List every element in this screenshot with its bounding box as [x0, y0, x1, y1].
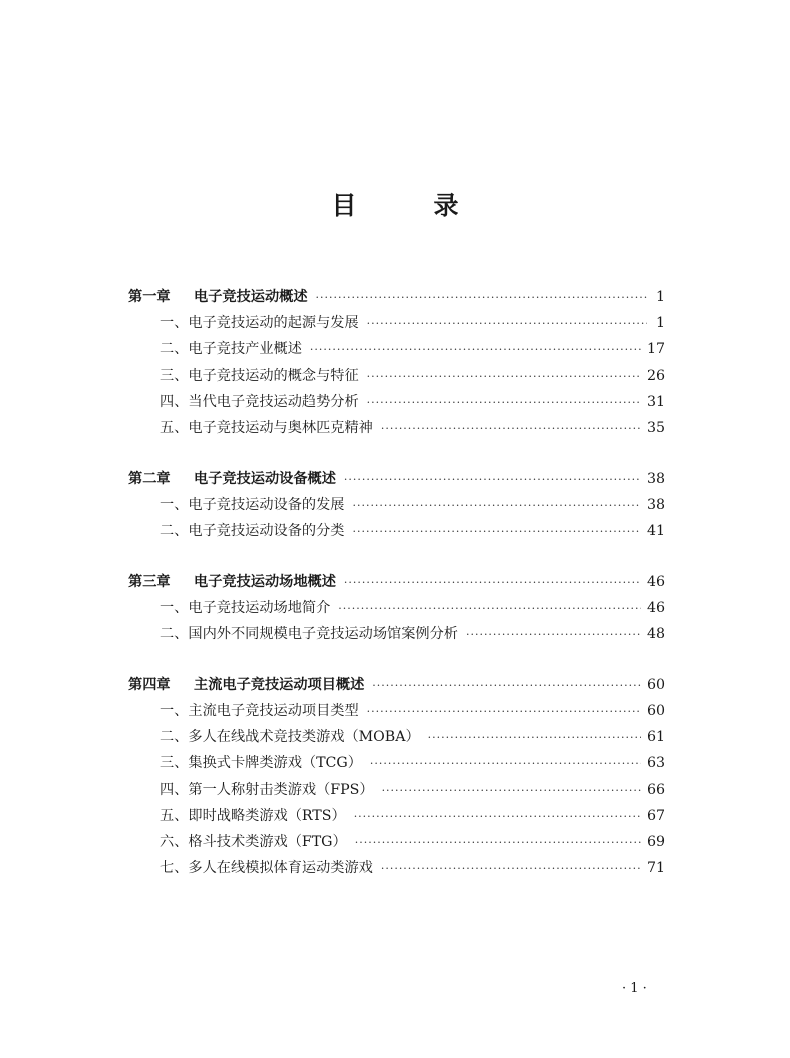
section-entry[interactable] — [128, 777, 665, 803]
chapter-3 — [128, 569, 665, 648]
page-number: 61 — [646, 729, 665, 746]
section-entry[interactable] — [128, 750, 665, 776]
leader-dots — [382, 778, 641, 804]
chapter-4 — [128, 672, 665, 882]
leader-dots — [316, 285, 647, 311]
leader-dots — [338, 596, 641, 622]
section-entry[interactable] — [128, 389, 665, 415]
leader-dots — [428, 725, 641, 751]
page-number: 46 — [646, 599, 665, 616]
chapter-number: 第四章 — [128, 676, 171, 693]
section-entry[interactable] — [128, 363, 665, 389]
section-title: 三、集换式卡牌类游戏（TCG） — [160, 755, 362, 772]
section-title: 一、电子竞技运动设备的发展 — [160, 496, 345, 513]
page-number: 48 — [646, 626, 665, 643]
page-number: 60 — [646, 676, 665, 693]
section-entry[interactable] — [128, 803, 665, 829]
page-number: 60 — [646, 702, 665, 719]
section-title: 六、格斗技术类游戏（FTG） — [160, 833, 347, 850]
leader-dots — [381, 856, 641, 882]
section-title: 二、国内外不同规模电子竞技运动场馆案例分析 — [160, 626, 458, 643]
page-number: 38 — [646, 496, 665, 513]
page-number: 35 — [646, 419, 665, 436]
section-title: 五、电子竞技运动与奥林匹克精神 — [160, 419, 373, 436]
chapter-heading[interactable] — [128, 672, 665, 698]
section-entry[interactable] — [128, 336, 665, 362]
section-title: 一、主流电子竞技运动项目类型 — [160, 702, 359, 719]
leader-dots — [370, 751, 641, 777]
page-number: 41 — [646, 523, 665, 539]
page-number: 31 — [646, 393, 665, 410]
page-footer-number: · 1 · — [622, 981, 647, 996]
leader-dots — [367, 390, 641, 416]
section-entry[interactable] — [128, 621, 665, 647]
section-entry[interactable] — [128, 492, 665, 518]
chapter-title: 电子竞技运动概述 — [194, 289, 308, 305]
page-number: 63 — [646, 755, 665, 772]
leader-dots — [367, 311, 647, 337]
leader-dots — [310, 337, 641, 363]
chapter-number: 第二章 — [128, 470, 171, 487]
section-entry[interactable] — [128, 518, 665, 544]
chapter-2 — [128, 466, 665, 545]
leader-dots — [352, 493, 640, 519]
section-title: 一、电子竞技运动的起源与发展 — [160, 315, 359, 332]
section-entry[interactable] — [128, 724, 665, 750]
table-of-contents — [128, 284, 665, 906]
page-number: 46 — [646, 573, 665, 590]
chapter-title: 主流电子竞技运动项目概述 — [194, 676, 365, 693]
leader-dots — [355, 830, 641, 856]
leader-dots — [466, 622, 641, 648]
leader-dots — [367, 364, 641, 390]
section-title: 一、电子竞技运动场地简介 — [160, 599, 331, 616]
section-entry[interactable] — [128, 855, 665, 881]
page-number: 67 — [646, 807, 665, 824]
section-title: 二、电子竞技产业概述 — [160, 341, 302, 358]
leader-dots — [344, 570, 641, 596]
leader-dots — [372, 673, 641, 699]
leader-dots — [344, 467, 641, 493]
chapter-heading[interactable] — [128, 569, 665, 595]
section-title: 二、电子竞技运动设备的分类 — [160, 523, 345, 539]
chapter-title: 电子竞技运动场地概述 — [194, 573, 336, 590]
page-title: 目 录 — [331, 191, 485, 220]
leader-dots — [367, 699, 641, 725]
page-number: 1 — [655, 315, 665, 332]
chapter-heading[interactable] — [128, 466, 665, 492]
page-number: 71 — [646, 860, 665, 877]
chapter-title: 电子竞技运动设备概述 — [194, 470, 336, 487]
page-number: 69 — [646, 833, 665, 850]
section-title: 四、第一人称射击类游戏（FPS） — [160, 781, 374, 798]
section-entry[interactable] — [128, 698, 665, 724]
section-entry[interactable] — [128, 415, 665, 441]
section-entry[interactable] — [128, 310, 665, 336]
chapter-number: 第三章 — [128, 573, 171, 590]
section-entry[interactable] — [128, 595, 665, 621]
page-number: 26 — [646, 367, 665, 384]
page-number: 66 — [646, 781, 665, 798]
section-title: 四、当代电子竞技运动趋势分析 — [160, 393, 359, 410]
page-number: 17 — [646, 341, 665, 358]
page-number: 1 — [655, 289, 665, 305]
section-title: 二、多人在线战术竞技类游戏（MOBA） — [160, 729, 420, 746]
chapter-heading[interactable] — [128, 284, 665, 310]
section-title: 三、电子竞技运动的概念与特征 — [160, 367, 359, 384]
leader-dots — [354, 804, 641, 830]
leader-dots — [381, 416, 641, 442]
section-title: 七、多人在线模拟体育运动类游戏 — [160, 860, 373, 877]
section-title: 五、即时战略类游戏（RTS） — [160, 807, 346, 824]
section-entry[interactable] — [128, 829, 665, 855]
page-number: 38 — [646, 470, 665, 487]
chapter-1 — [128, 284, 665, 441]
chapter-number: 第一章 — [128, 289, 171, 305]
leader-dots — [352, 519, 640, 545]
